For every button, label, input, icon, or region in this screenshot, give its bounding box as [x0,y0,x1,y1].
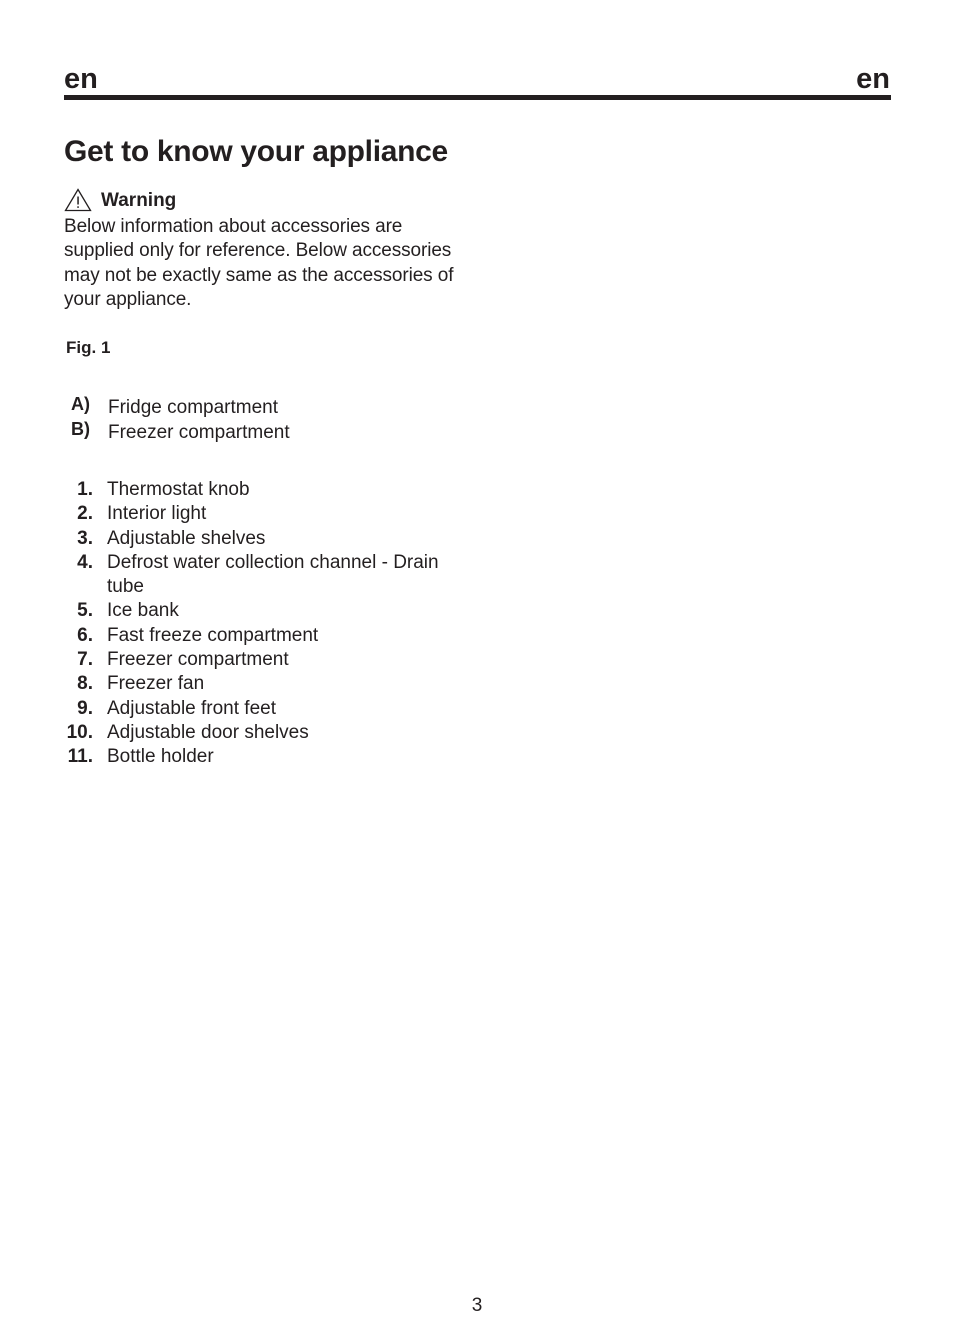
part-number: 11. [67,746,93,768]
list-item [64,648,484,672]
warning-text: Below information about accessories are supplied only for reference. Below accessories may not be exactly same as the accessories of your appliance. [64,216,454,310]
part-number: 6. [77,624,93,646]
part-name: Adjustable door shelves [107,721,309,743]
compartment-legend [64,394,290,443]
figure-label: Fig. 1 [66,338,111,357]
header-divider [64,95,891,100]
page-number: 3 [471,1295,483,1316]
page-title: Get to know your appliance [64,135,448,168]
list-item [64,527,484,551]
part-name: Adjustable front feet [107,697,276,719]
legend-key: B) [71,418,90,439]
legend-value: Freezer compartment [108,421,290,443]
part-number: 10. [66,721,93,743]
parts-list [64,478,484,770]
legend-value: Fridge compartment [108,397,279,418]
list-item [64,478,484,502]
list-item [64,551,484,600]
list-item [64,697,484,721]
list-item [64,502,484,526]
part-name: Interior light [107,503,207,525]
legend-key: A) [71,394,90,414]
warning-label: Warning [101,190,177,211]
legend-item [64,394,290,419]
list-item [64,624,484,648]
part-number: 7. [77,649,93,671]
part-name: Freezer compartment [107,649,289,671]
list-item [64,745,484,769]
part-number: 3. [77,527,93,549]
part-name: Fast freeze compartment [107,624,319,646]
list-item [64,721,484,745]
header-language-right: en [856,63,890,95]
part-number: 5. [77,600,93,622]
legend-item [64,419,290,444]
part-number: 4. [77,551,93,573]
warning-triangle-icon [64,188,92,212]
warning-heading [64,186,176,212]
part-number: 9. [77,697,93,719]
part-name: Defrost water collection channel - Drain tube [107,551,439,598]
part-name: Adjustable shelves [107,527,266,549]
part-name: Thermostat knob [107,479,250,500]
part-name: Bottle holder [107,746,214,768]
part-number: 8. [77,673,93,695]
list-item [64,599,484,623]
part-name: Freezer fan [107,673,205,695]
header-language-left: en [64,63,98,95]
part-number: 2. [77,503,93,525]
list-item [64,672,484,696]
part-number: 1. [77,479,93,500]
part-name: Ice bank [107,600,179,622]
